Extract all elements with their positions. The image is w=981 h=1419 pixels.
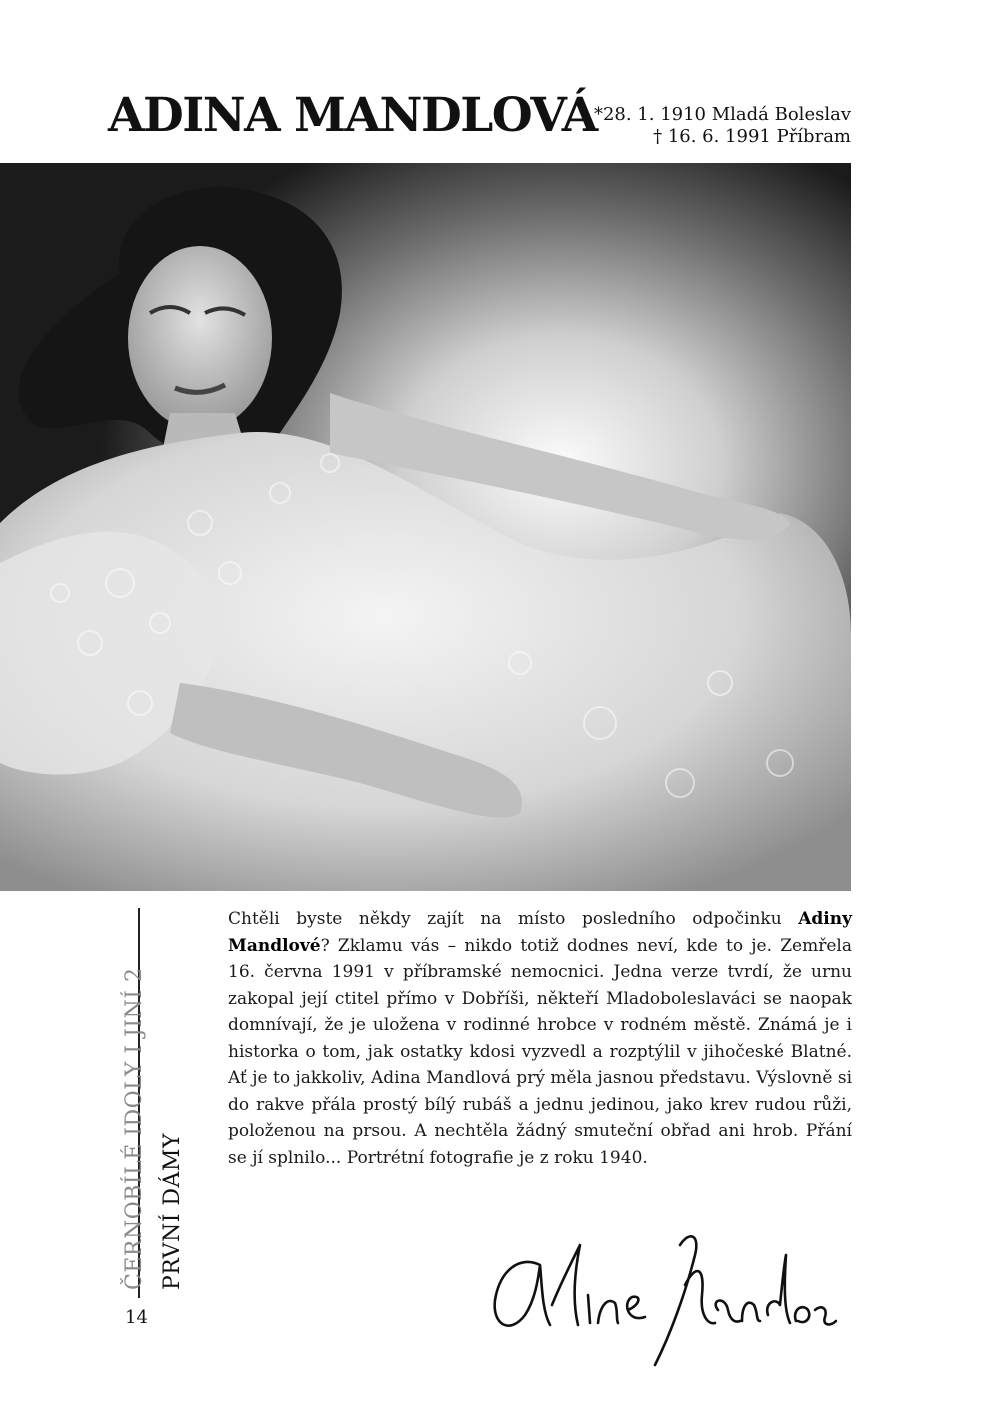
article-body (228, 906, 852, 1171)
book-series-title: ČERNOBÍLÉ IDOLY I JINÍ 2 (122, 967, 147, 1290)
section-title: PRVNÍ DÁMY (160, 1133, 185, 1290)
page-title: ADINA MANDLOVÁ (108, 88, 597, 143)
birth-date: *28. 1. 1910 Mladá Boleslav (593, 104, 851, 125)
article-rest: ? Zklamu vás – nikdo totiž dodnes neví, kde to je. Zemřela 16. června 1991 v příbramské nemocnici. Jedna verze tvrdí, že urnu zakopal její ctitel přímo v Dobříši, někteří Mladoboleslaváci se naopak domnívají, že je uložena v rodinné hrobce v rodném městě. Známá je i historka o tom, jak ostatky kdosi vyzvedl a rozptýlil v jihočeské Blatné. Ať je to jakkoliv, Adina Mandlová prý měla jasnou představu. Výslovně si do rakve přála prostý bílý rubáš a jednu jedinou, jako krev rudou růži, položenou na prsou. A nechtěla žádný smuteční obřad ani hrob. Přání se jí splnilo... Portrétní fotografie je z roku 1940. (228, 935, 852, 1168)
signature-text: Adina Mandlová (480, 1373, 489, 1374)
death-date: † 16. 6. 1991 Příbram (653, 126, 851, 147)
signature-image (480, 1225, 850, 1375)
article-intro: Chtěli byste někdy zajít na místo posledního odpočinku (228, 909, 799, 929)
life-dates (594, 104, 851, 148)
page-number: 14 (125, 1307, 148, 1328)
article-name-bold: Adiny Mandlové (228, 909, 852, 956)
portrait-photo (0, 163, 851, 891)
portrait-illustration (0, 163, 851, 891)
